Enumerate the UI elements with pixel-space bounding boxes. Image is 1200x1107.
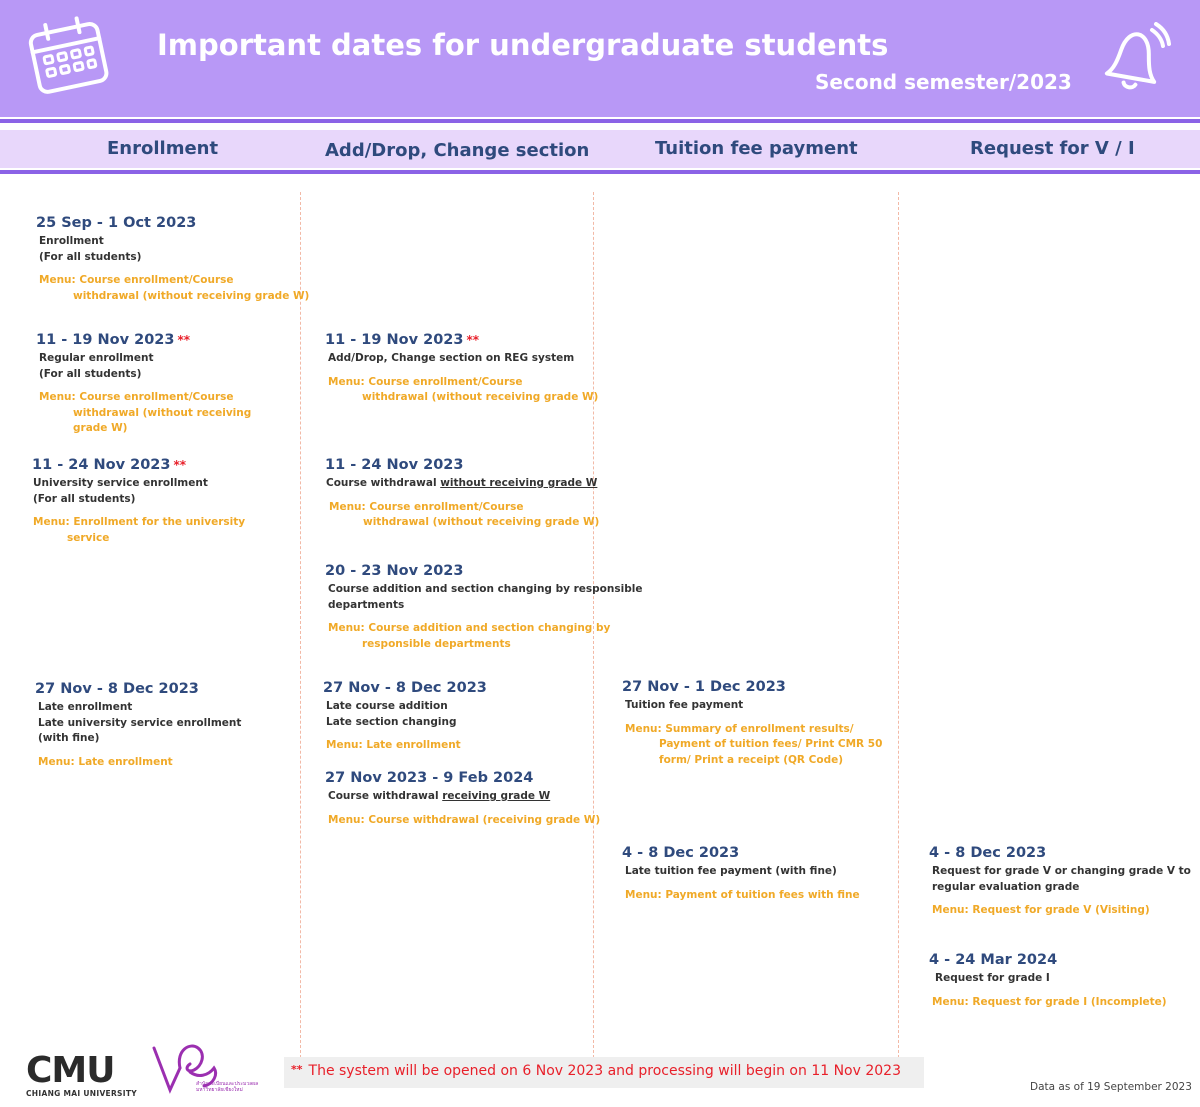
menu-path — [929, 995, 1167, 1011]
menu-line: withdrawal (without receiving — [73, 406, 252, 419]
entry-description — [622, 698, 882, 714]
entry-date — [325, 331, 598, 349]
description-line: Late section changing — [326, 715, 457, 728]
entry-date: 11 - 24 Nov 2023 — [325, 457, 464, 473]
date-entry — [929, 951, 1167, 1010]
description-line: Late course addition — [326, 700, 448, 712]
menu-line: Payment of tuition fees/ Print CMR 50 — [659, 738, 883, 750]
column-header-enrollment: Enrollment — [107, 138, 219, 159]
entry-date: 25 Sep - 1 Oct 2023 — [36, 215, 197, 231]
column-divider — [300, 192, 301, 1058]
entry-date: 27 Nov - 8 Dec 2023 — [323, 680, 487, 696]
date-text: 11 - 19 Nov 2023 — [325, 332, 464, 348]
entry-description — [325, 789, 600, 805]
entry-description — [36, 234, 309, 265]
entry-date: 27 Nov 2023 - 9 Feb 2024 — [325, 770, 534, 786]
description-line: (For all students) — [39, 367, 142, 380]
date-entry — [929, 844, 1191, 919]
description-line: University service enrollment — [33, 477, 208, 489]
entry-date — [36, 331, 251, 349]
menu-line: Menu: Enrollment for the university — [33, 516, 246, 528]
date-entry — [35, 680, 241, 770]
menu-path — [622, 722, 882, 769]
page-subtitle: Second semester/2023 — [815, 70, 1072, 94]
description-line: regular evaluation grade — [932, 880, 1080, 893]
menu-path — [325, 500, 599, 531]
entry-date: 27 Nov - 1 Dec 2023 — [622, 679, 786, 695]
date-entry — [325, 562, 642, 652]
office-caption-line: มหาวิทยาลัยเชียงใหม่ — [196, 1087, 243, 1093]
menu-line: Menu: Course enrollment/Course — [328, 375, 523, 388]
description-line: Add/Drop, Change section on REG system — [328, 352, 575, 364]
entry-description — [622, 864, 860, 880]
menu-line: Menu: Late enrollment — [38, 755, 173, 768]
entry-description — [35, 700, 241, 747]
description-line: Enrollment — [39, 235, 104, 247]
date-entry — [36, 331, 251, 437]
menu-line: form/ Print a receipt (QR Code) — [659, 753, 844, 766]
menu-line: Menu: Summary of enrollment results/ — [625, 722, 854, 735]
underlined-text: receiving grade W — [442, 790, 551, 802]
description-line: Course addition and section changing by responsible — [328, 583, 643, 595]
date-entry — [32, 456, 245, 546]
menu-line: Menu: Late enrollment — [326, 739, 461, 751]
description-line: Tuition fee payment — [625, 699, 744, 711]
description-line: Course withdrawal — [328, 790, 443, 802]
entry-description — [36, 351, 251, 382]
description-line: Request for grade I — [935, 972, 1050, 984]
column-header-tuition: Tuition fee payment — [655, 138, 858, 159]
menu-line: responsible departments — [362, 637, 511, 650]
date-entry — [622, 844, 860, 903]
top-rule — [0, 119, 1200, 123]
description-line: Late university service enrollment — [38, 716, 242, 729]
entry-description — [325, 582, 642, 613]
entry-description — [32, 476, 245, 507]
cmu-caption: CHIANG MAI UNIVERSITY — [26, 1089, 137, 1098]
menu-line: Menu: Payment of tuition fees with fine — [625, 888, 860, 901]
description-line: Course withdrawal — [326, 477, 441, 489]
menu-path — [36, 390, 251, 437]
entry-description — [323, 699, 487, 730]
office-caption-line: สำนักทะเบียนและประมวลผล — [196, 1081, 259, 1087]
menu-path — [325, 621, 642, 652]
menu-path — [325, 375, 598, 406]
page-title: Important dates for undergraduate students — [157, 28, 889, 62]
registration-office-caption — [196, 1081, 258, 1093]
column-header-request: Request for V / I — [970, 138, 1135, 159]
menu-line: withdrawal (without receiving grade W) — [362, 391, 599, 403]
bell-icon — [1100, 22, 1172, 94]
menu-line: withdrawal (without receiving grade W) — [363, 516, 600, 528]
menu-line: Menu: Course withdrawal (receiving grade W) — [328, 813, 601, 826]
date-entry — [36, 214, 309, 304]
asterisk-mark: ** — [177, 333, 191, 347]
menu-path — [325, 813, 600, 829]
description-line: (For all students) — [39, 250, 142, 263]
entry-description — [325, 476, 599, 492]
calendar-icon — [22, 15, 114, 95]
menu-path — [32, 515, 245, 546]
entry-description — [325, 351, 598, 367]
menu-line: Menu: Request for grade V (Visiting) — [932, 904, 1150, 916]
entry-date: 20 - 23 Nov 2023 — [325, 563, 464, 579]
description-line: Late enrollment — [38, 701, 133, 713]
entry-description — [929, 864, 1191, 895]
description-line: (For all students) — [33, 492, 136, 505]
footnote — [291, 1063, 901, 1079]
description-line: departments — [328, 598, 405, 611]
menu-path — [36, 273, 309, 304]
menu-path — [35, 755, 241, 771]
date-text: 11 - 19 Nov 2023 — [36, 332, 175, 348]
cmu-logo — [26, 1050, 132, 1086]
date-entry — [325, 769, 600, 828]
description-line: (with fine) — [38, 732, 100, 744]
cmu-logo-text: CMU — [26, 1050, 115, 1086]
date-entry — [325, 331, 598, 406]
date-entry — [325, 456, 599, 531]
date-entry — [622, 678, 882, 768]
asterisk-mark: ** — [291, 1063, 303, 1076]
description-line: Regular enrollment — [39, 352, 154, 364]
entry-date: 4 - 24 Mar 2024 — [929, 952, 1058, 968]
column-divider — [898, 192, 899, 1058]
entry-description — [929, 971, 1167, 987]
asterisk-mark: ** — [466, 333, 480, 347]
menu-line: Menu: Course enrollment/Course — [39, 274, 234, 286]
menu-path — [622, 888, 860, 904]
date-text: 11 - 24 Nov 2023 — [32, 457, 171, 473]
menu-path — [929, 903, 1191, 919]
menu-line: Menu: Course enrollment/Course — [329, 500, 524, 513]
bottom-rule — [0, 170, 1200, 174]
footnote-text: The system will be opened on 6 Nov 2023 and processing will begin on 11 Nov 2023 — [308, 1063, 901, 1079]
data-as-of-note: Data as of 19 September 2023 — [1030, 1081, 1192, 1093]
date-entry — [323, 679, 487, 754]
menu-line: grade W) — [73, 422, 128, 434]
menu-line: Menu: Course enrollment/Course — [39, 391, 234, 403]
entry-date: 4 - 8 Dec 2023 — [929, 845, 1047, 861]
menu-path — [323, 738, 487, 754]
entry-date — [32, 456, 245, 474]
column-header-add-drop: Add/Drop, Change section — [325, 140, 590, 161]
entry-date: 27 Nov - 8 Dec 2023 — [35, 681, 199, 697]
description-line: Late tuition fee payment (with fine) — [625, 865, 837, 877]
entry-date: 4 - 8 Dec 2023 — [622, 845, 740, 861]
description-line: Request for grade V or changing grade V to — [932, 865, 1191, 877]
underlined-text: without receiving grade W — [440, 477, 598, 489]
menu-line: Menu: Course addition and section changing by — [328, 622, 611, 634]
menu-line: service — [67, 531, 110, 544]
asterisk-mark: ** — [173, 458, 187, 472]
menu-line: withdrawal (without receiving grade W) — [73, 289, 310, 302]
menu-line: Menu: Request for grade I (Incomplete) — [932, 995, 1167, 1008]
